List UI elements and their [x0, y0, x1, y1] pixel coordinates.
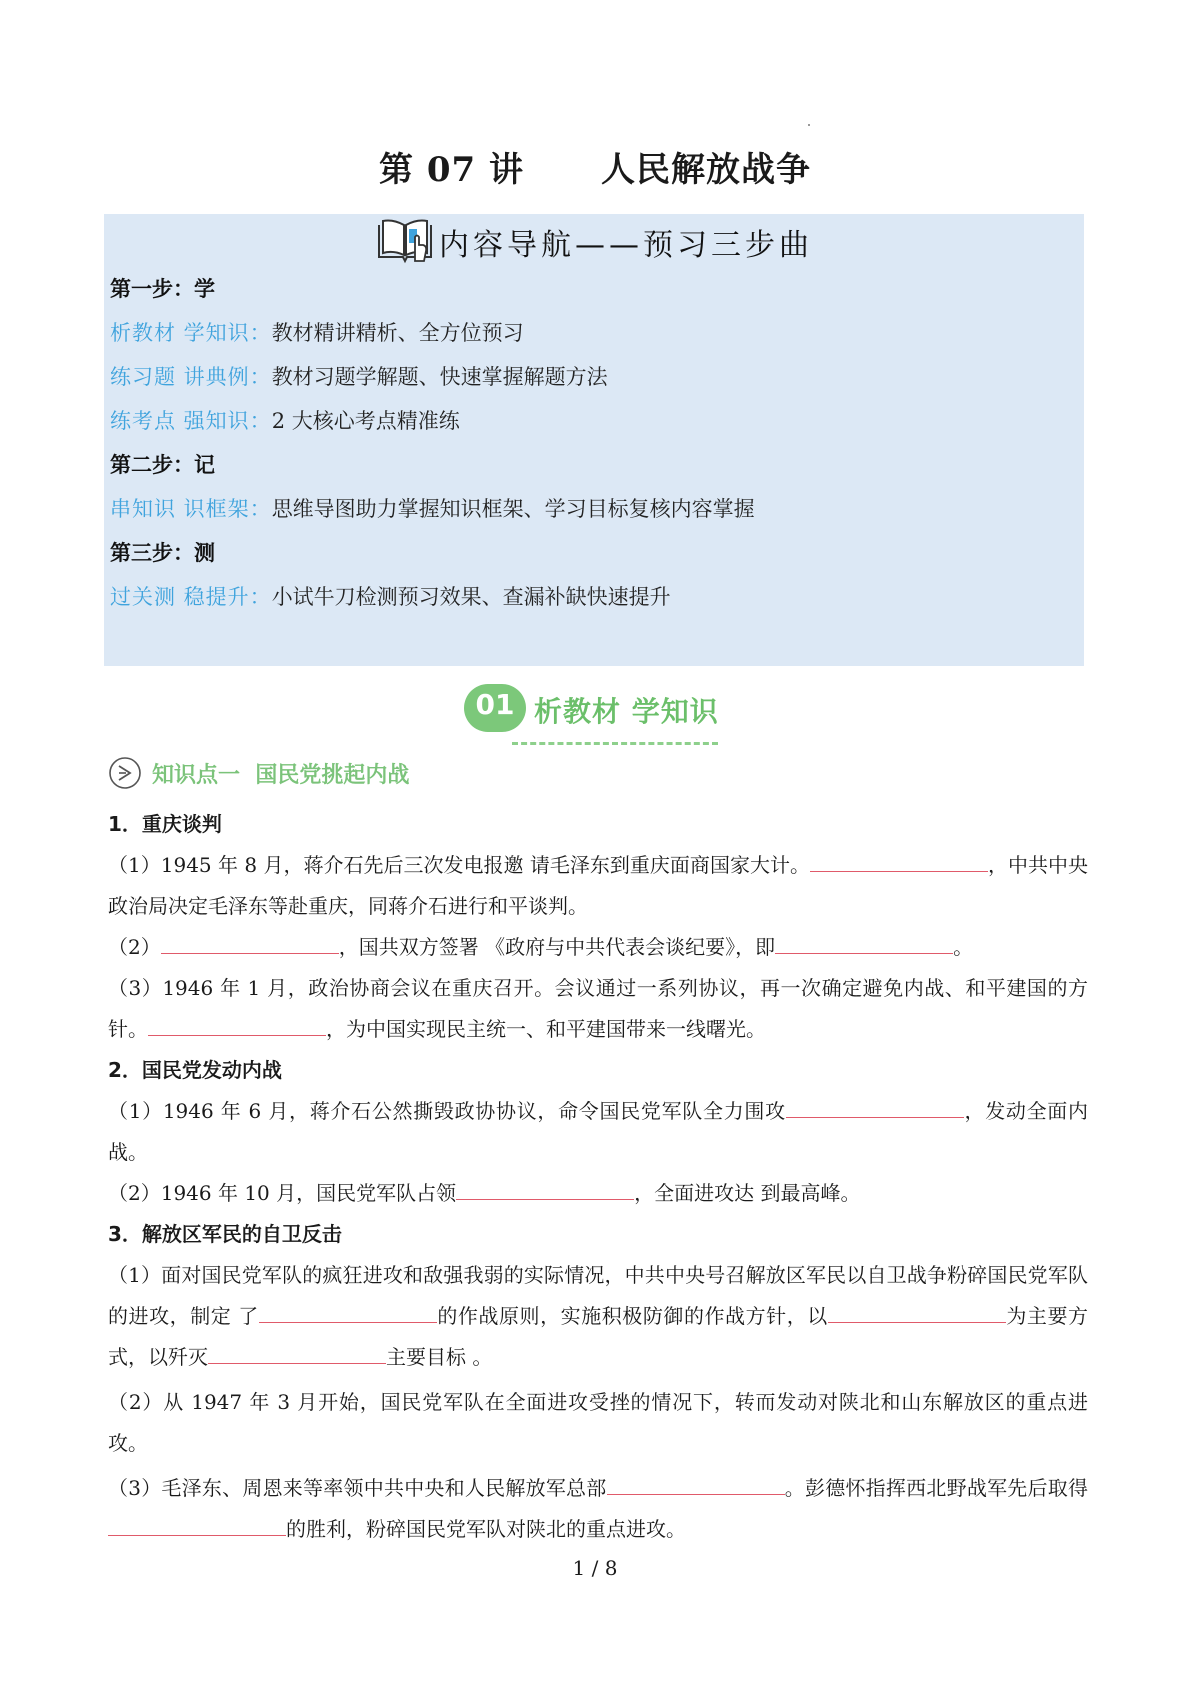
step2-heading	[110, 450, 215, 480]
section-3-para-3-text-c: 的胜利，粉碎国民党军队对陕北的重点进攻。	[286, 1517, 686, 1541]
fill-blank[interactable]	[810, 849, 988, 872]
step1-heading	[110, 274, 215, 304]
section-2-heading: 2．国民党发动内战	[108, 1058, 282, 1082]
nav-item-3-desc: 2 大核心考点精准练	[271, 409, 460, 433]
section-3-para-2	[108, 1382, 1088, 1464]
section-1-para-2-text-a: （2）	[108, 935, 161, 959]
knowledge-point-heading	[108, 756, 409, 790]
section-banner	[460, 680, 740, 750]
section-3-para-3-text-a: （3）毛泽东、周恩来等率领中共中央和人民解放军总部	[108, 1476, 607, 1500]
section-1-para-2-text-b: ，国共双方签署 《政府与中共代表会谈纪要》，即	[338, 935, 776, 959]
nav-item-2-key: 练习题 讲典例：	[110, 365, 272, 389]
section-underline	[512, 742, 718, 745]
section-2-para-1-text-a: （1）1946 年 6 月，蒋介石公然撕毁政协协议，命令国民党军队全力围攻	[108, 1099, 786, 1123]
section-title: 析教材 学知识	[534, 695, 719, 728]
fill-blank[interactable]	[108, 1513, 286, 1536]
section-1-para-1-text-a: （1）1945 年 8 月，蒋介石先后三次发电报邀 请毛泽东到重庆面商国家大计。	[108, 853, 810, 877]
fill-blank[interactable]	[607, 1472, 785, 1495]
step3-label: 第三步：测	[110, 541, 215, 565]
step2-label: 第二步：记	[110, 453, 215, 477]
section-1-para-3-text-a: （3）1946 年 1 月，政治协商会议在重庆召开。会议通过一系列协议，再一次确定避免内战、和平建国的方针。	[108, 976, 1088, 1041]
fill-blank[interactable]	[456, 1177, 634, 1200]
nav-header-title: 内容导航——预习三步曲	[439, 228, 813, 263]
section-1-para-2	[108, 927, 1088, 968]
nav-item-2	[110, 362, 608, 392]
nav-item-3-key: 练考点 强知识：	[110, 409, 272, 433]
nav-item-1-desc: 教材精讲精析、全方位预习	[271, 321, 524, 345]
section-1-para-1-text-b: ，中共中央政治局决定毛泽东等赴重庆，同蒋介石进行和平谈判。	[108, 853, 1088, 918]
step1-label: 第一步：学	[110, 277, 215, 301]
section-3-heading: 3．解放区军民的自卫反击	[108, 1222, 342, 1246]
section-2-para-2-text-b: ，全面进攻达 到最高峰。	[634, 1181, 861, 1205]
book-icon	[375, 217, 437, 267]
nav-item-4-key: 串知识 识框架：	[110, 497, 272, 521]
section-1-para-2-text-c: 。	[953, 935, 974, 959]
fill-blank[interactable]	[786, 1095, 964, 1118]
section-1-heading: 1．重庆谈判	[108, 812, 222, 836]
fill-blank[interactable]	[148, 1013, 326, 1036]
nav-header	[104, 214, 1084, 270]
section-1-para-1	[108, 845, 1088, 927]
nav-item-2-desc: 教材习题学解题、快速掌握解题方法	[271, 365, 608, 389]
section-3-para-3	[108, 1468, 1088, 1550]
stray-dot	[808, 124, 810, 126]
section-3-para-1-text-a: （1）面对国民党军队的疯狂进攻和敌强我弱的实际情况，中共中央号召解放区军民以自卫战争粉碎国民党军队的进攻，制定 了	[108, 1263, 1088, 1328]
section-number: 01	[475, 688, 515, 721]
section-1-para-3-text-b: ，为中国实现民主统一、和平建国带来一线曙光。	[326, 1017, 766, 1041]
fill-blank[interactable]	[775, 931, 953, 954]
section-2-para-2-text-a: （2）1946 年 10 月，国民党军队占领	[108, 1181, 457, 1205]
nav-item-5-desc: 小试牛刀检测预习效果、查漏补缺快速提升	[271, 585, 671, 609]
section-3-para-2-text: （2）从 1947 年 3 月开始，国民党军队在全面进攻受挫的情况下，转而发动对陕北和山东解放区的重点进攻。	[108, 1390, 1088, 1455]
section-1	[108, 804, 1088, 1550]
nav-item-5	[110, 582, 671, 612]
section-1-para-3	[108, 968, 1088, 1050]
section-3-para-3-text-b: 。彭德怀指挥西北野战军先后取得	[784, 1476, 1088, 1500]
page-number: 1 / 8	[572, 1556, 618, 1580]
knowledge-point-title: 知识点一 国民党挑起内战	[152, 762, 410, 788]
section-3-para-1-text-b: 的作战原则，实施积极防御的作战方针，以	[436, 1304, 828, 1328]
nav-item-1	[110, 318, 524, 348]
nav-item-4-desc: 思维导图助力掌握知识框架、学习目标复核内容掌握	[271, 497, 755, 521]
arrow-circle-icon	[108, 756, 142, 790]
fill-blank[interactable]	[259, 1300, 437, 1323]
nav-item-1-key: 析教材 学知识：	[110, 321, 272, 345]
fill-blank[interactable]	[161, 931, 339, 954]
page-title: 第 07 讲 人民解放战争	[378, 150, 811, 190]
step3-heading	[110, 538, 215, 568]
section-3-para-1-text-d: 主要目标 。	[386, 1345, 493, 1369]
section-2-para-2	[108, 1173, 1088, 1214]
fill-blank[interactable]	[208, 1341, 386, 1364]
nav-item-3	[110, 406, 460, 436]
section-2-para-1-text-b: ，发动全面内战。	[108, 1099, 1089, 1164]
content-navigation-box	[104, 214, 1084, 666]
section-3-para-1	[108, 1255, 1088, 1378]
nav-item-5-key: 过关测 稳提升：	[110, 585, 272, 609]
section-3-para-1-text-c: 为主要方式，以歼灭	[108, 1304, 1089, 1369]
nav-item-4	[110, 494, 755, 524]
fill-blank[interactable]	[828, 1300, 1006, 1323]
section-2-para-1	[108, 1091, 1088, 1173]
